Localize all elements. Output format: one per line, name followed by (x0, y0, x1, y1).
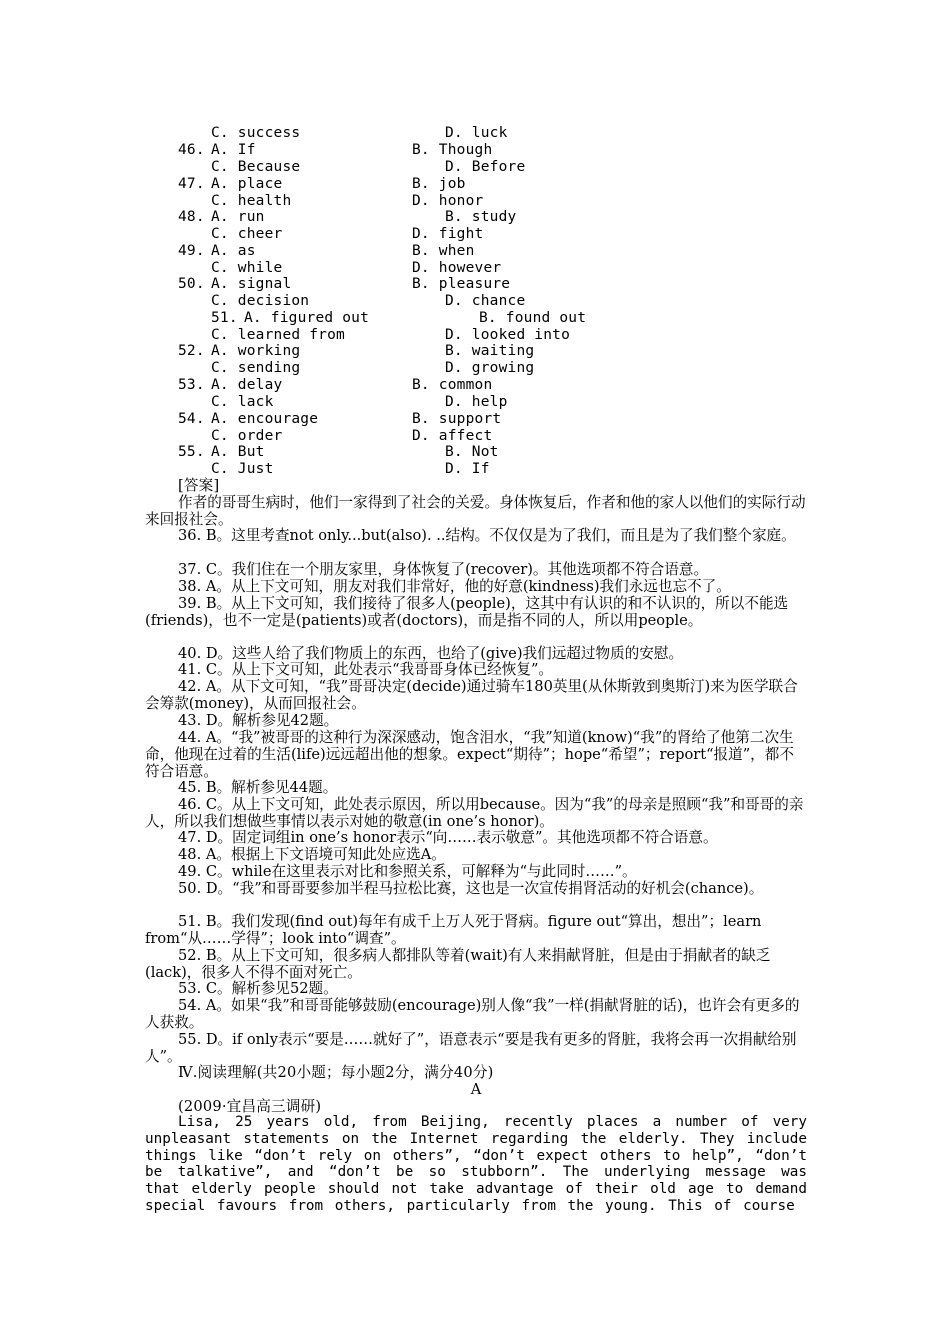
question-number: 49. (178, 243, 205, 259)
reading-passage: Lisa, 25 years old, from Beijing, recently places a number of very unpleasant statements on the Internet regarding the elderly. They include things like “don’t rely on others”, “don’t expect others to help”, “don’t be talkative”, and “don’t be so stubborn”. The underlying message was that elderly people should not take advantage of their old age to demand special favours from others, particularly from the young. This of course (145, 1114, 807, 1214)
option-c: C. sending (211, 360, 301, 376)
answer-item: 53. C。解析参见52题。 (178, 980, 338, 997)
answer-item: 46. C。从上下文可知，此处表示原因，所以用because。因为“我”的母亲是照顾“我”和哥哥的亲人，所以我们想做些事情以表示对她的敬意(in one’s honor)。 (145, 796, 804, 830)
option-b: B. support (412, 411, 502, 427)
answer-item: 45. B。解析参见44题。 (178, 779, 338, 796)
option-d: D. looked into (445, 327, 571, 343)
option-c: C. Just (211, 461, 274, 477)
option-b: B. Though (412, 142, 493, 158)
option-a: A. figured out (244, 310, 370, 326)
option-b: B. waiting (445, 343, 535, 359)
answer-item: 37. C。我们住在一个朋友家里，身体恢复了(recover)。其他选项都不符合语意。 (178, 561, 709, 578)
option-d: D. honor (412, 193, 484, 209)
option-c: C. success (211, 125, 301, 141)
option-c: C. decision (211, 293, 310, 309)
option-b: B. when (412, 243, 475, 259)
answer-label: [答案] (178, 477, 220, 494)
answer-item: 36. B。这里考查not only...but(also). ..结构。不仅仅是为了我们，而且是为了我们整个家庭。 (178, 527, 796, 544)
question-number: 50. (178, 276, 205, 292)
option-a: A. signal (211, 276, 292, 292)
option-d: D. Before (445, 159, 526, 175)
question-number: 46. (178, 142, 205, 158)
question-number: 55. (178, 444, 205, 460)
answer-item: 52. B。从上下文可知，很多病人都排队等着(wait)有人来捐献肾脏，但是由于捐献者的缺乏(lack)，很多人不得不面对死亡。 (145, 947, 771, 981)
option-c: C. Because (211, 159, 301, 175)
option-d: D. luck (445, 125, 508, 141)
option-a: A. If (211, 142, 256, 158)
section-letter: A (470, 1081, 482, 1098)
answer-item: 48. A。根据上下文语境可知此处应选A。 (178, 846, 446, 863)
option-c: C. while (211, 260, 283, 276)
question-number: 53. (178, 377, 205, 393)
option-b: B. found out (479, 310, 587, 326)
question-number: 48. (178, 209, 205, 225)
answer-item: 50. D。“我”和哥哥要参加半程马拉松比赛，这也是一次宣传捐肾活动的好机会(chance)。 (178, 880, 764, 897)
answer-item: 42. A。从下文可知，“我”哥哥决定(decide)通过骑车180英里(从休斯敦到奥斯汀)来为医学联合会筹款(money)，从而回报社会。 (145, 678, 798, 712)
answer-item: 47. D。固定词组in one’s honor表示“向……表示敬意”。其他选项都不符合语意。 (178, 829, 718, 846)
option-d: D. If (445, 461, 490, 477)
option-c: C. order (211, 428, 283, 444)
answer-item: 41. C。从上下文可知，此处表示“我哥哥身体已经恢复”。 (178, 661, 554, 678)
option-a: A. place (211, 176, 283, 192)
answer-item: 54. A。如果“我”和哥哥能够鼓励(encourage)别人像“我”一样(捐献肾脏的话)，也许会有更多的人获救。 (145, 997, 800, 1031)
answer-item: 51. B。我们发现(find out)每年有成千上万人死于肾病。figure out“算出，想出”；learn from“从……学得”；look into“调查”。 (145, 913, 762, 947)
option-a: A. run (211, 209, 265, 225)
option-a: A. encourage (211, 411, 319, 427)
option-d: D. growing (445, 360, 535, 376)
answer-item: 40. D。这些人给了我们物质上的东西，也给了(give)我们远超过物质的安慰。 (178, 645, 684, 662)
answer-item: 39. B。从上下文可知，我们接待了很多人(people)，这其中有认识的和不认识的，所以不能选(friends)，也不一定是(patients)或者(doctors)，而是指不同的人，所以用people。 (145, 595, 789, 629)
answer-item: 44. A。“我”被哥哥的这种行为深深感动，饱含泪水，“我”知道(know)“我”的肾给了他第二次生命，他现在过着的生活(life)远远超出他的想象。expect“期待”；hope“希望”；report“报道”，都不符合语意。 (145, 729, 794, 780)
question-number: 52. (178, 343, 205, 359)
question-number: 47. (178, 176, 205, 192)
option-d: D. chance (445, 293, 526, 309)
section-title: Ⅳ.阅读理解(共20小题；每小题2分，满分40分) (178, 1064, 494, 1081)
option-a: A. working (211, 343, 301, 359)
option-a: A. But (211, 444, 265, 460)
option-b: B. job (412, 176, 466, 192)
option-a: A. delay (211, 377, 283, 393)
answer-item: 55. D。if only表示“要是……就好了”，语意表示“要是我有更多的肾脏，我将会再一次捐献给别人”。 (145, 1031, 797, 1065)
option-c: C. learned from (211, 327, 345, 343)
option-b: B. common (412, 377, 493, 393)
option-d: D. however (412, 260, 502, 276)
option-c: C. cheer (211, 226, 283, 242)
option-c: C. lack (211, 394, 274, 410)
source-note: (2009·宜昌高三调研) (178, 1098, 322, 1115)
summary-paragraph: 作者的哥哥生病时，他们一家得到了社会的关爱。身体恢复后，作者和他的家人以他们的实际行动来回报社会。 (145, 494, 806, 528)
option-d: D. help (445, 394, 508, 410)
option-d: D. fight (412, 226, 484, 242)
answer-item: 38. A。从上下文可知，朋友对我们非常好，他的好意(kindness)我们永远也忘不了。 (178, 578, 731, 595)
question-number: 51. (211, 310, 238, 326)
option-b: B. pleasure (412, 276, 511, 292)
option-b: B. study (445, 209, 517, 225)
option-c: C. health (211, 193, 292, 209)
option-b: B. Not (445, 444, 499, 460)
answer-item: 43. D。解析参见42题。 (178, 712, 339, 729)
question-number: 54. (178, 411, 205, 427)
option-d: D. affect (412, 428, 493, 444)
option-a: A. as (211, 243, 256, 259)
answer-item: 49. C。while在这里表示对比和参照关系，可解释为“与此同时……”。 (178, 863, 637, 880)
